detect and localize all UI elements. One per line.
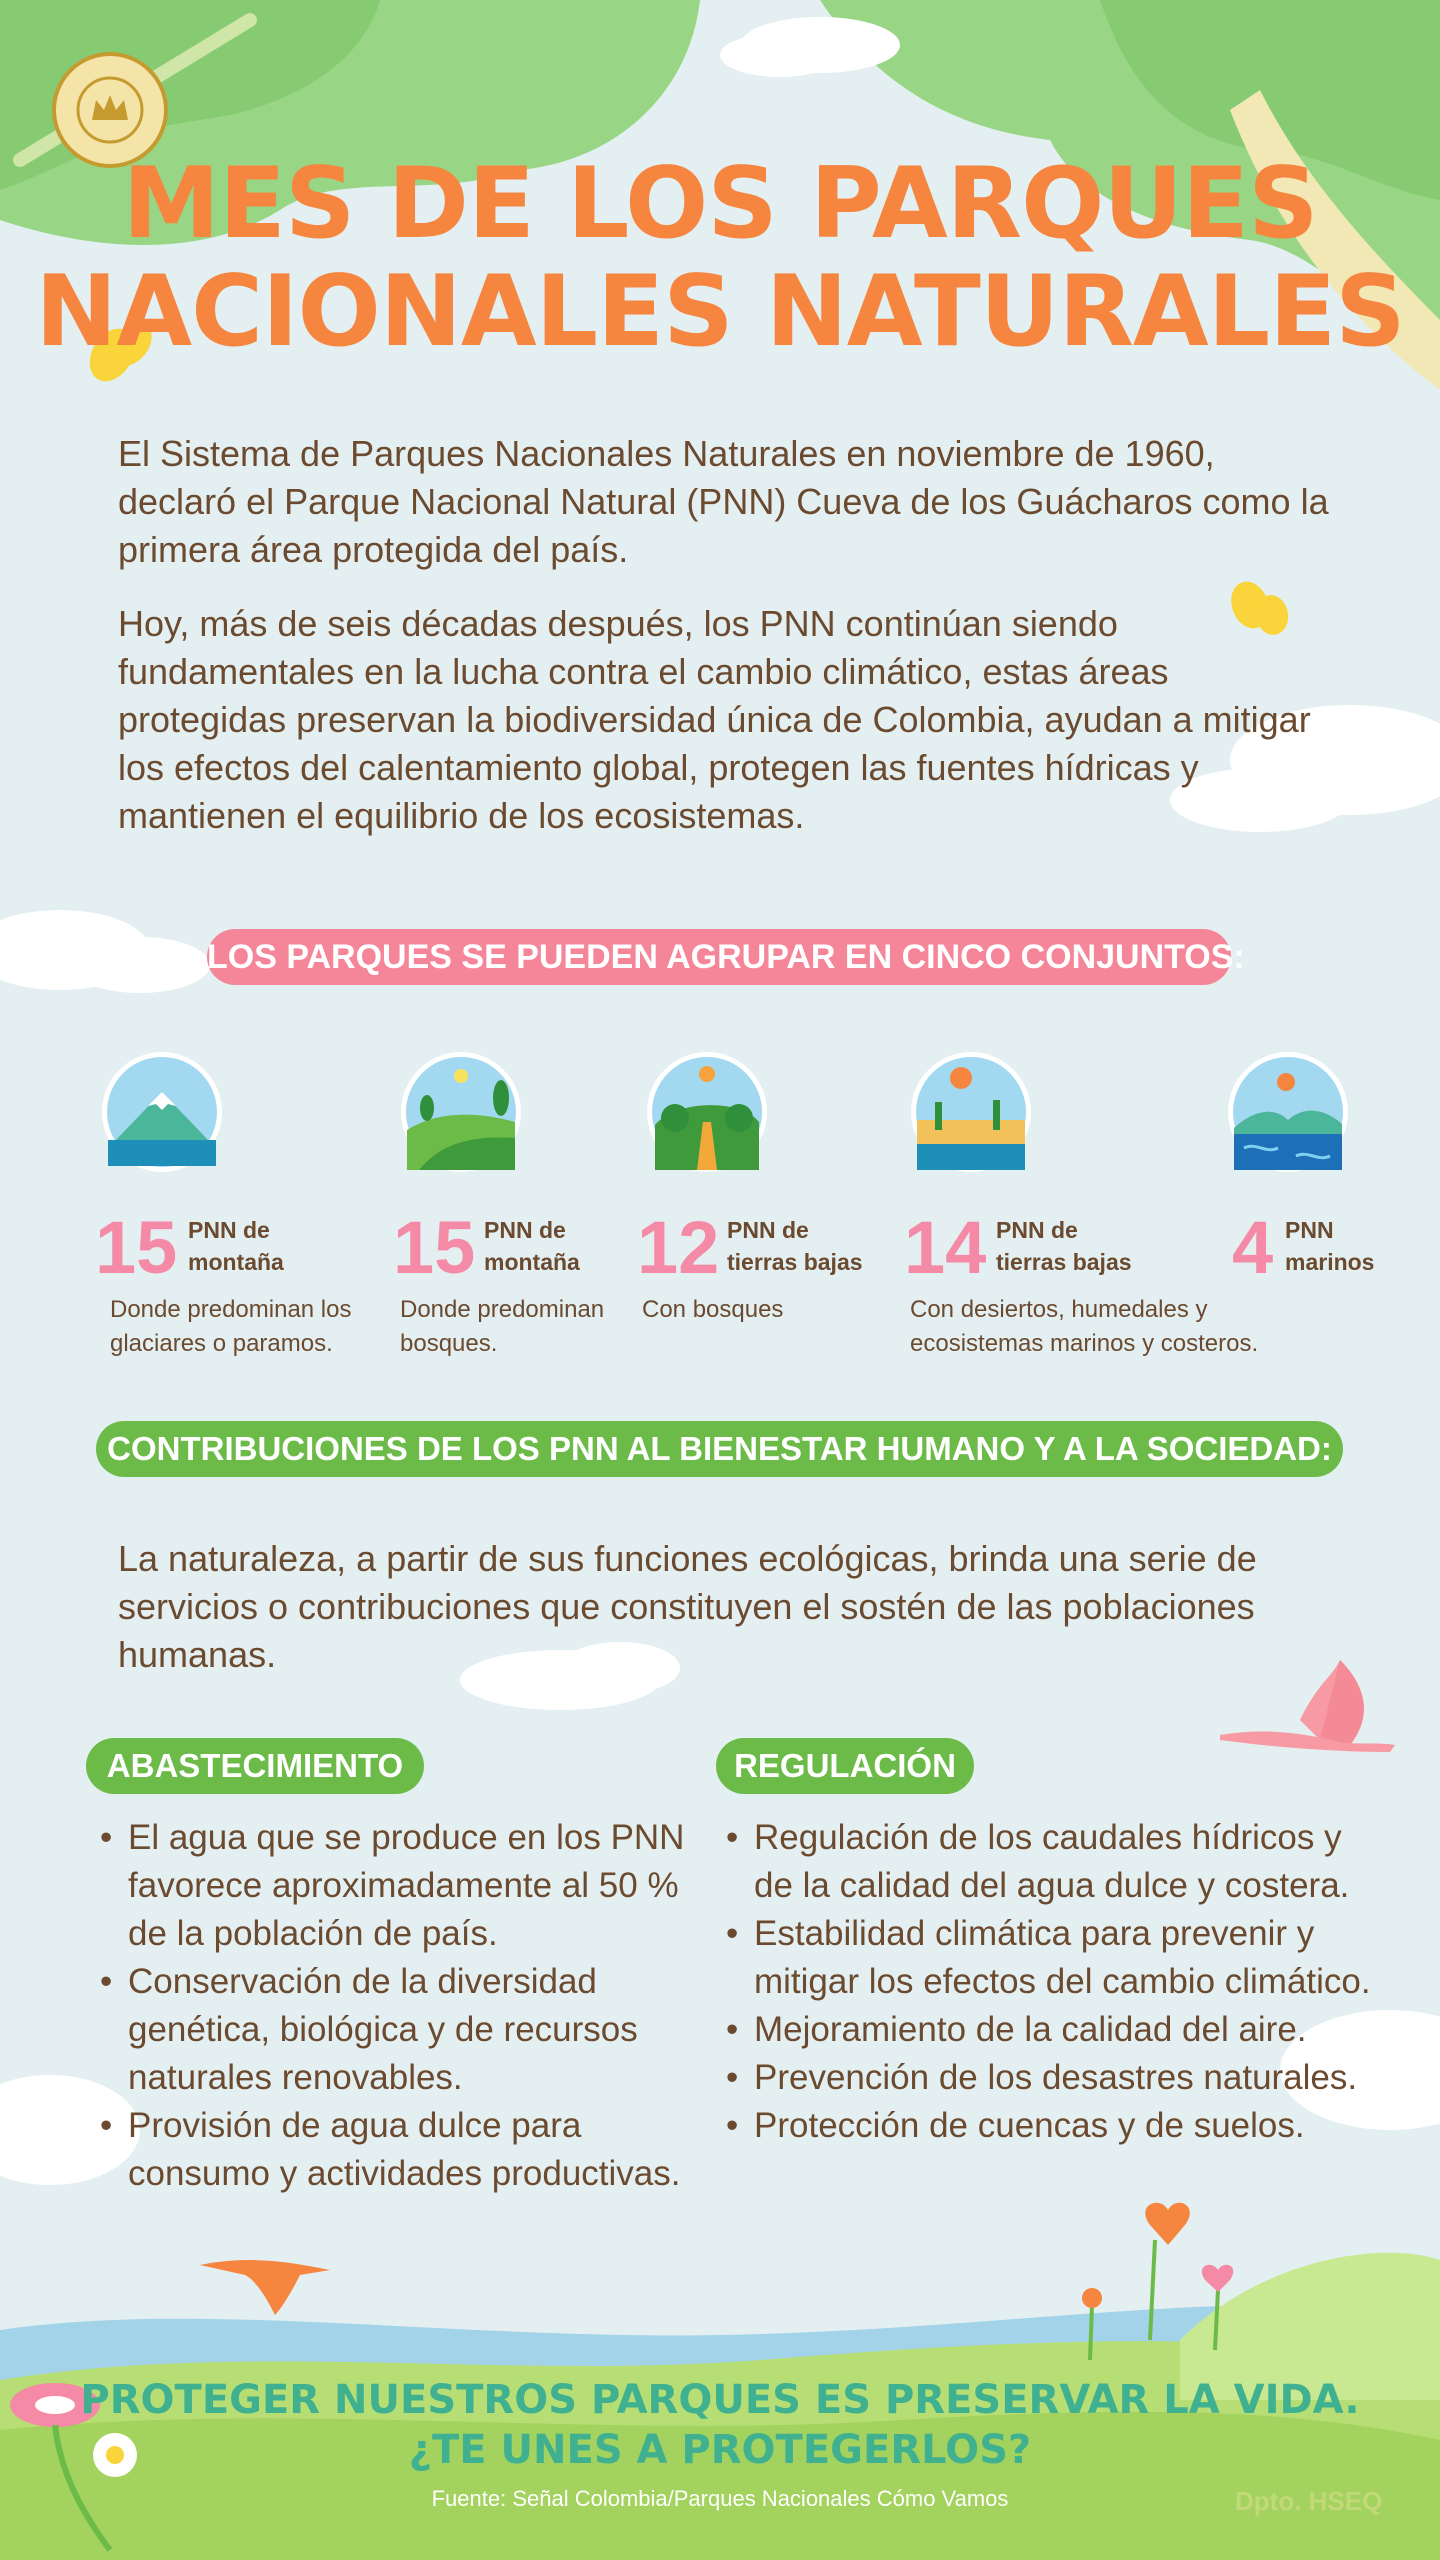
contributions-heading: CONTRIBUCIONES DE LOS PNN AL BIENESTAR HUMANO Y A LA SOCIEDAD: <box>96 1421 1343 1477</box>
list-item: • Mejoramiento de la calidad del aire. <box>726 2006 1386 2054</box>
group-label-line: PNN <box>1285 1217 1334 1243</box>
intro-paragraph-2: Hoy, más de seis décadas después, los PNN continúan siendo fundamentales en la lucha contra el cambio climático, estas áreas protegidas preservan la biodiversidad única de Colombia, ayudan a mitigar los efectos del calentamiento global, protegen las fuentes hídricas y mantienen el equilibrio de los ecosistemas. <box>118 603 1311 836</box>
list-item: • Estabilidad climática para prevenir y mitigar los efectos del cambio climático. <box>726 1910 1386 2006</box>
group-count: 15 <box>393 1206 476 1289</box>
abastecimiento-list <box>100 1814 700 2198</box>
group-description: Con bosques <box>642 1296 784 1323</box>
lowland-forest-icon <box>645 1050 769 1174</box>
sea-waves-icon <box>1226 1050 1350 1174</box>
list-item: • Regulación de los caudales hídricos y de la calidad del agua dulce y costera. <box>726 1814 1386 1910</box>
group-label <box>484 1214 580 1278</box>
desert-cactus-icon <box>909 1050 1033 1174</box>
regulacion-heading: REGULACIÓN <box>716 1738 974 1794</box>
group-label-line: montaña <box>188 1249 284 1275</box>
list-item: • El agua que se produce en los PNN favorece aproximadamente al 50 % de la población de país. <box>100 1814 700 1958</box>
group-count: 15 <box>95 1206 178 1289</box>
contributions-intro: La naturaleza, a partir de sus funciones ecológicas, brinda una serie de servicios o contribuciones que constituyen el sostén de las poblaciones humanas. <box>118 1538 1257 1675</box>
group-description: Donde predominan bosques. <box>400 1296 605 1357</box>
page-title <box>0 147 1440 369</box>
intro-paragraph-1: El Sistema de Parques Nacionales Naturales en noviembre de 1960, declaró el Parque Nacional Natural (PNN) Cueva de los Guácharos como la primera área protegida del país. <box>118 433 1329 570</box>
forest-hills-icon <box>399 1050 523 1174</box>
group-label-line: PNN de <box>188 1217 270 1243</box>
group-label-line: PNN de <box>996 1217 1078 1243</box>
list-item: • Prevención de los desastres naturales. <box>726 2054 1386 2102</box>
source-credit: Fuente: Señal Colombia/Parques Nacionales Cómo Vamos <box>431 2486 1009 2511</box>
group-count: 14 <box>904 1206 987 1289</box>
group-label-line: PNN de <box>484 1217 566 1243</box>
footer-line-2: ¿TE UNES A PROTEGERLOS? <box>408 2427 1032 2473</box>
regulacion-list <box>726 1814 1386 2150</box>
title-line-1: MES DE LOS PARQUES <box>122 147 1318 261</box>
list-item: • Conservación de la diversidad genética, biológica y de recursos naturales renovables. <box>100 1958 700 2102</box>
group-label-line: tierras bajas <box>727 1249 863 1275</box>
group-count: 12 <box>637 1206 720 1289</box>
list-item: • Protección de cuencas y de suelos. <box>726 2102 1386 2150</box>
groups-heading: LOS PARQUES SE PUEDEN AGRUPAR EN CINCO CONJUNTOS: <box>207 929 1231 985</box>
footer-line-1: PROTEGER NUESTROS PARQUES ES PRESERVAR LA VIDA. <box>80 2377 1360 2423</box>
group-label-line: montaña <box>484 1249 580 1275</box>
group-label-line: tierras bajas <box>996 1249 1132 1275</box>
group-label <box>996 1214 1132 1278</box>
snow-mountain-icon <box>100 1050 224 1174</box>
group-label <box>1285 1214 1374 1278</box>
abastecimiento-heading: ABASTECIMIENTO <box>86 1738 424 1794</box>
footer-slogan <box>0 2375 1440 2475</box>
group-description: Con desiertos, humedales y ecosistemas marinos y costeros. <box>910 1296 1259 1357</box>
group-label <box>727 1214 863 1278</box>
title-line-2: NACIONALES NATURALES <box>35 255 1405 369</box>
group-label-line: marinos <box>1285 1249 1375 1275</box>
group-label-line: PNN de <box>727 1217 809 1243</box>
group-description: Donde predominan los glaciares o paramos. <box>110 1296 352 1357</box>
list-item: • Provisión de agua dulce para consumo y actividades productivas. <box>100 2102 700 2198</box>
group-count: 4 <box>1232 1206 1274 1289</box>
group-label <box>188 1214 284 1278</box>
department-tag: Dpto. HSEQ <box>1235 2486 1383 2516</box>
